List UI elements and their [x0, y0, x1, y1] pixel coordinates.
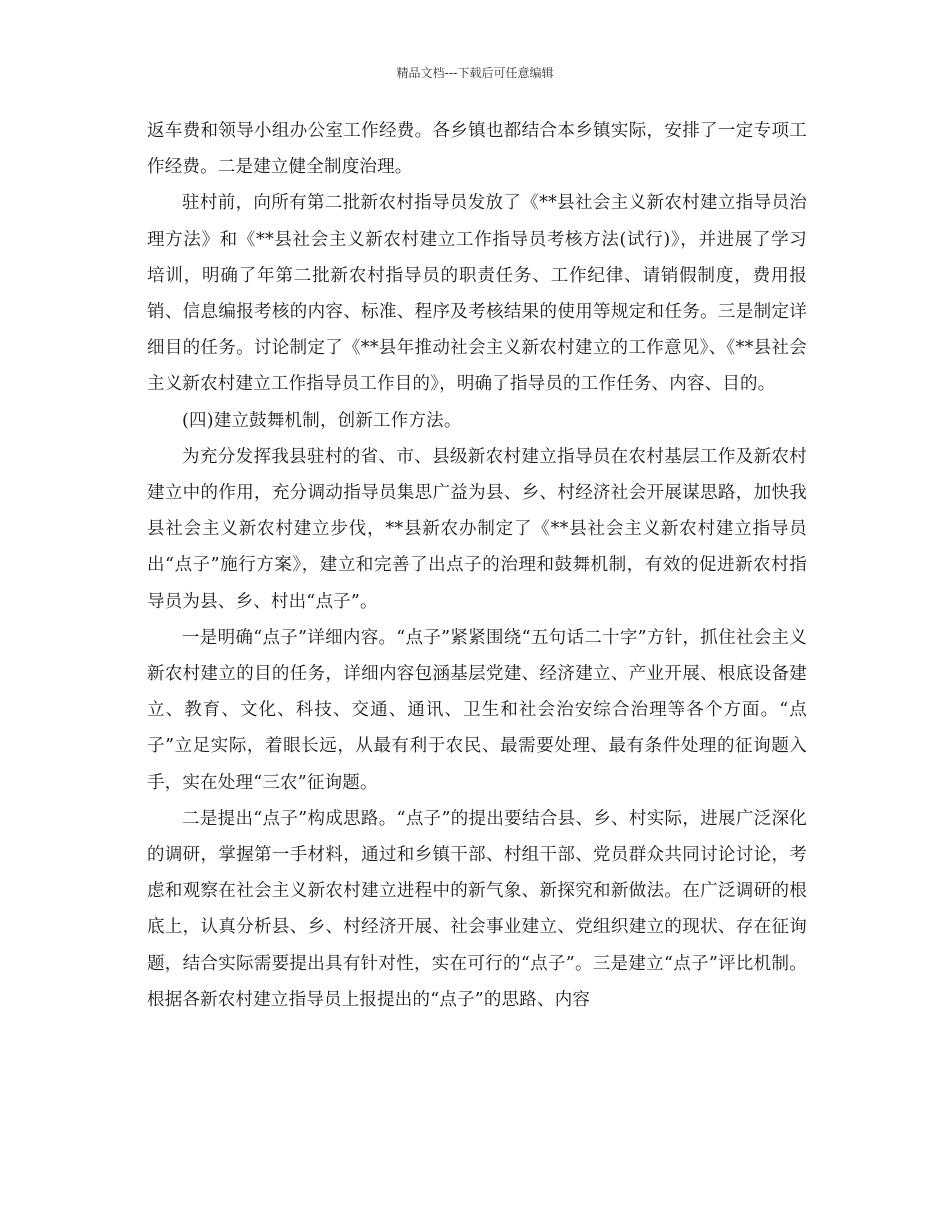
paragraph-2: 驻村前，向所有第二批新农村指导员发放了《**县社会主义新农村建立指导员治理方法》和《**县社会主义新农村建立工作指导员考核方法(试行)》，并进展了学习培训，明确了年第二批新农村指导员的职责任务、工作纪律、请销假制度，费用报销、信息编报考核的内容、标准、程序及考核结果的使用等规定和任务。三是制定详细目的任务。讨论制定了《**县年推动社会主义新农村建立的工作意见》、《**县社会主义新农村建立工作指导员工作目的》，明确了指导员的工作任务、内容、目的。 [147, 193, 807, 395]
paragraph-1: 返车费和领导小组办公室工作经费。各乡镇也都结合本乡镇实际，安排了一定专项工作经费。二是建立健全制度治理。 [147, 121, 807, 178]
paragraph-4: 为充分发挥我县驻村的省、市、县级新农村建立指导员在农村基层工作及新农村建立中的作用，充分调动指导员集思广益为县、乡、村经济社会开展谋思路，加快我县社会主义新农村建立步伐，**县新农办制定了《**县社会主义新农村建立指导员出“点子”施行方案》，建立和完善了出点子的治理和鼓舞机制，有效的促进新农村指导员为县、乡、村出“点子”。 [147, 446, 807, 612]
paragraph-3-heading: (四)建立鼓舞机制，创新工作方法。 [182, 410, 462, 431]
document-body [147, 113, 807, 1018]
paragraph-5: 一是明确“点子”详细内容。“点子”紧紧围绕“五句话二十字”方针，抓住社会主义新农村建立的目的任务，详细内容包涵基层党建、经济建立、产业开展、根底设备建立、教育、文化、科技、交通、通讯、卫生和社会治安综合治理等各个方面。“点子”立足实际，着眼长远，从最有利于农民、最需要处理、最有条件处理的征询题入手，实在处理“三农”征询题。 [147, 627, 807, 793]
paragraph-6: 二是提出“点子”构成思路。“点子”的提出要结合县、乡、村实际，进展广泛深化的调研，掌握第一手材料，通过和乡镇干部、村组干部、党员群众共同讨论讨论，考虑和观察在社会主义新农村建立进程中的新气象、新探究和新做法。在广泛调研的根底上，认真分析县、乡、村经济开展、社会事业建立、党组织建立的现状、存在征询题，结合实际需要提出具有针对性，实在可行的“点子”。三是建立“点子”评比机制。根据各新农村建立指导员上报提出的“点子”的思路、内容 [147, 808, 807, 1010]
page-header: 精品文档---下载后可任意编辑 [396, 66, 554, 80]
